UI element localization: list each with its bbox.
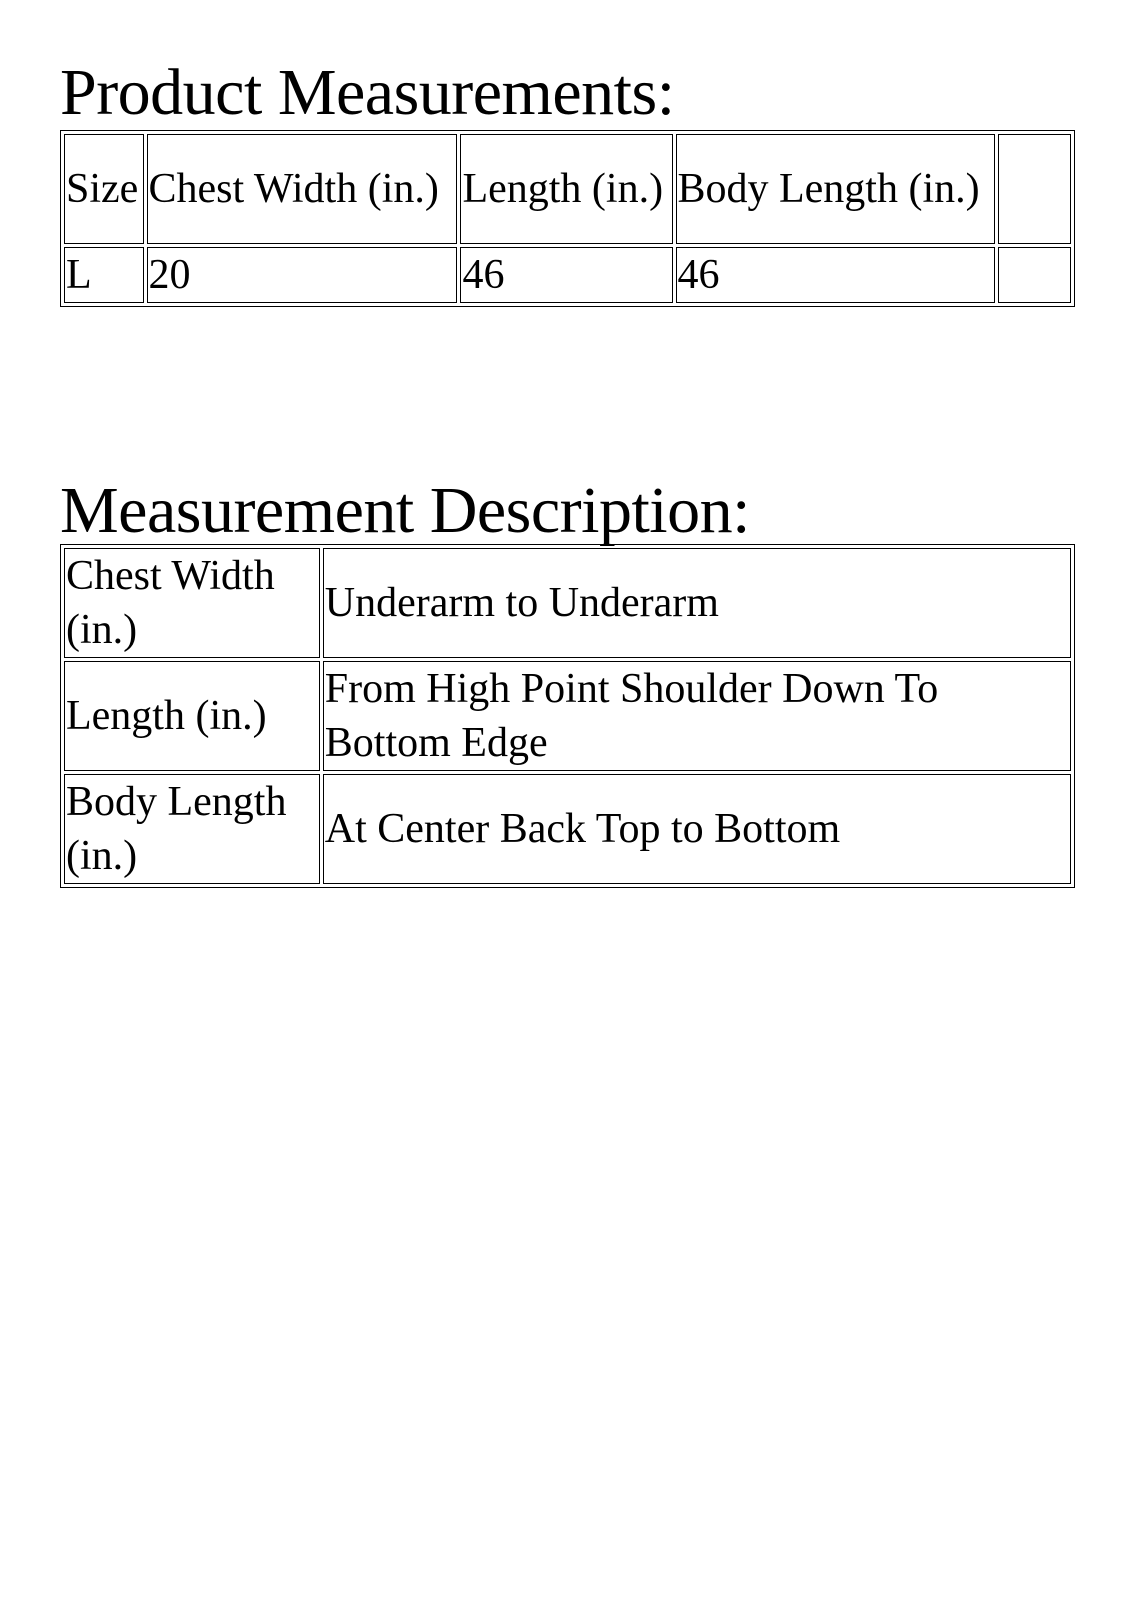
table-header-row [64,134,1071,244]
description-label: Chest Width (in.) [64,548,320,658]
cell-length: 46 [460,247,672,303]
header-cell-length: Length (in.) [460,134,672,244]
description-text: At Center Back Top to Bottom [323,774,1071,884]
cell-body-length: 46 [676,247,995,303]
table-row [64,774,1071,884]
description-text: From High Point Shoulder Down To Bottom Edge [323,661,1071,771]
table-row [64,247,1071,303]
cell-empty [998,247,1071,303]
header-cell-body-length: Body Length (in.) [676,134,995,244]
description-text: Underarm to Underarm [323,548,1071,658]
description-label: Length (in.) [64,661,320,771]
measurement-description-table [60,544,1075,888]
table-row [64,661,1071,771]
product-measurements-title: Product Measurements: [60,56,675,129]
table-row [64,548,1071,658]
header-cell-size: Size [64,134,144,244]
measurement-description-title: Measurement Description: [60,474,750,547]
description-label: Body Length (in.) [64,774,320,884]
cell-chest-width: 20 [147,247,458,303]
header-cell-chest-width: Chest Width (in.) [147,134,458,244]
cell-size: L [64,247,144,303]
product-measurements-table [60,130,1075,307]
header-cell-empty [998,134,1071,244]
